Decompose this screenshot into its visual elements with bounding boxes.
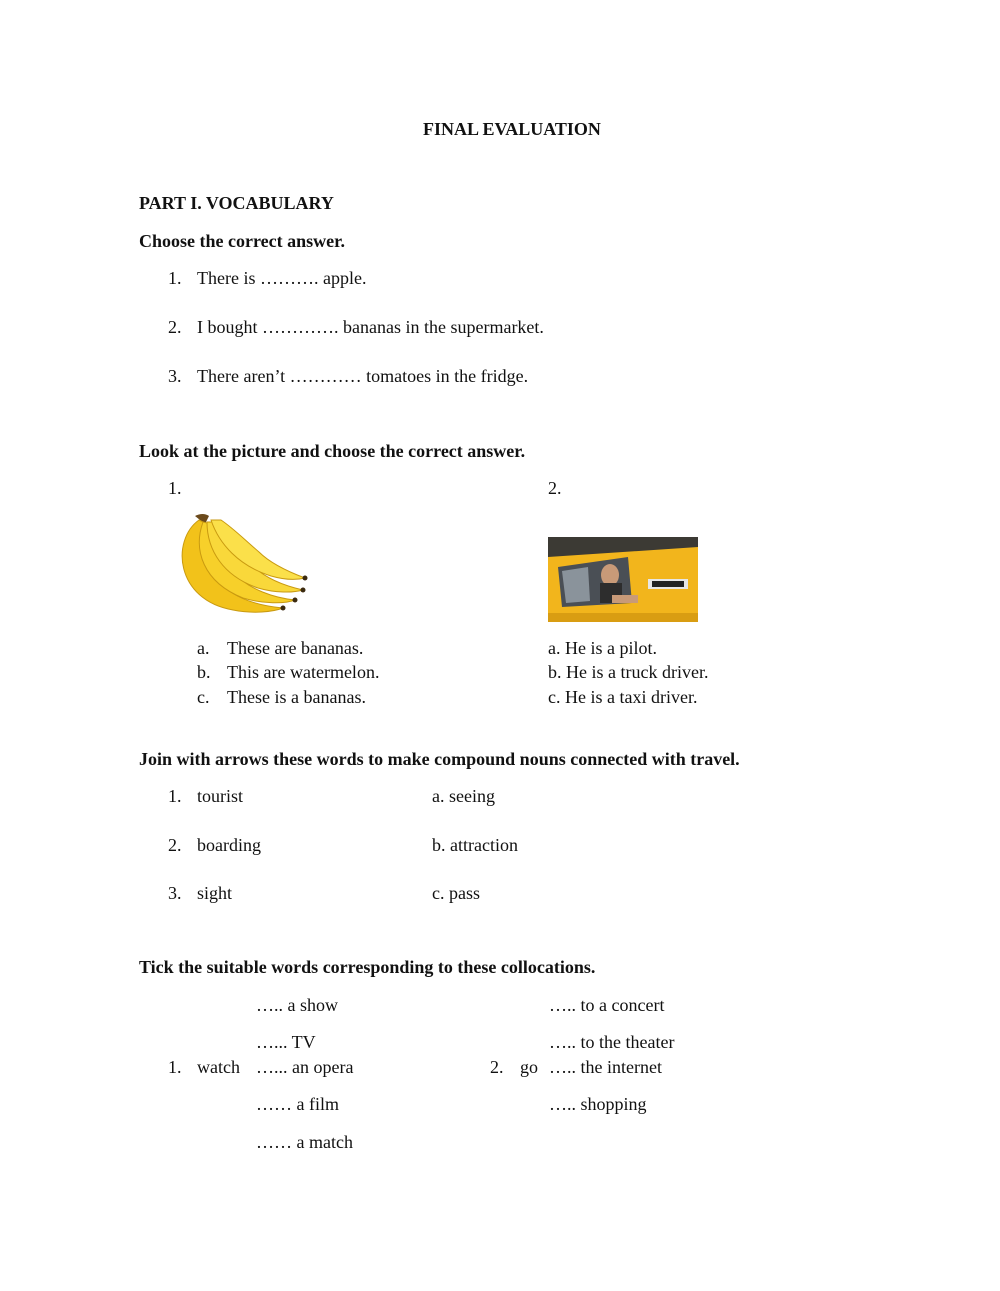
s3-left-2-text: boarding bbox=[197, 835, 261, 855]
s3-left-3-number: 3. bbox=[168, 883, 182, 903]
s1-item-2-text: I bought …………. bananas in the supermarket. bbox=[197, 317, 544, 337]
s2-q1-option-a-letter: a. bbox=[197, 638, 210, 658]
s1-item-1-number: 1. bbox=[168, 268, 182, 288]
s2-q2-option-c: c. He is a taxi driver. bbox=[548, 687, 698, 707]
watch-item-film: …… a film bbox=[256, 1094, 339, 1114]
section-2-instruction: Look at the picture and choose the correct answer. bbox=[139, 441, 526, 461]
go-item-concert: ….. to a concert bbox=[549, 995, 665, 1015]
watch-number: 1. bbox=[168, 1057, 182, 1077]
s2-q1-option-c-text: These is a bananas. bbox=[227, 687, 366, 707]
s3-right-a: a. seeing bbox=[432, 786, 495, 806]
s2-q2-option-a: a. He is a pilot. bbox=[548, 638, 657, 658]
s1-item-3-text: There aren’t ………… tomatoes in the fridge. bbox=[197, 366, 529, 386]
watch-item-match: …… a match bbox=[256, 1132, 353, 1152]
go-item-internet: ….. the internet bbox=[549, 1057, 662, 1077]
section-4-instruction: Tick the suitable words corresponding to these collocations. bbox=[139, 957, 596, 977]
s2-q1-number: 1. bbox=[168, 478, 182, 498]
watch-item-opera: …... an opera bbox=[256, 1057, 354, 1077]
s2-q1-option-b-letter: b. bbox=[197, 662, 211, 682]
s1-item-2-number: 2. bbox=[168, 317, 182, 337]
go-number: 2. bbox=[490, 1057, 504, 1077]
section-3-instruction: Join with arrows these words to make compound nouns connected with travel. bbox=[139, 749, 740, 769]
s2-q2-number: 2. bbox=[548, 478, 562, 498]
part-heading: PART I. VOCABULARY bbox=[139, 193, 334, 213]
page-title: FINAL EVALUATION bbox=[423, 119, 601, 139]
s3-right-c: c. pass bbox=[432, 883, 480, 903]
watch-item-show: ….. a show bbox=[256, 995, 338, 1015]
section-1-instruction: Choose the correct answer. bbox=[139, 231, 345, 251]
s3-left-3-text: sight bbox=[197, 883, 233, 903]
s1-item-1-text: There is ………. apple. bbox=[197, 268, 367, 288]
s2-q1-option-b-text: This are watermelon. bbox=[227, 662, 380, 682]
go-item-shopping: ….. shopping bbox=[549, 1094, 647, 1114]
s3-left-2-number: 2. bbox=[168, 835, 182, 855]
go-verb: go bbox=[520, 1057, 538, 1077]
go-item-theater: ….. to the theater bbox=[549, 1032, 675, 1052]
s1-item-3-number: 3. bbox=[168, 366, 182, 386]
s2-q1-option-c-letter: c. bbox=[197, 687, 210, 707]
taxi-driver-image bbox=[548, 537, 698, 622]
s2-q1-option-a-text: These are bananas. bbox=[227, 638, 364, 658]
s2-q2-option-b: b. He is a truck driver. bbox=[548, 662, 709, 682]
bananas-image bbox=[163, 510, 308, 620]
s3-left-1-text: tourist bbox=[197, 786, 244, 806]
s3-right-b: b. attraction bbox=[432, 835, 518, 855]
s3-left-1-number: 1. bbox=[168, 786, 182, 806]
watch-verb: watch bbox=[197, 1057, 240, 1077]
watch-item-tv: …... TV bbox=[256, 1032, 316, 1052]
